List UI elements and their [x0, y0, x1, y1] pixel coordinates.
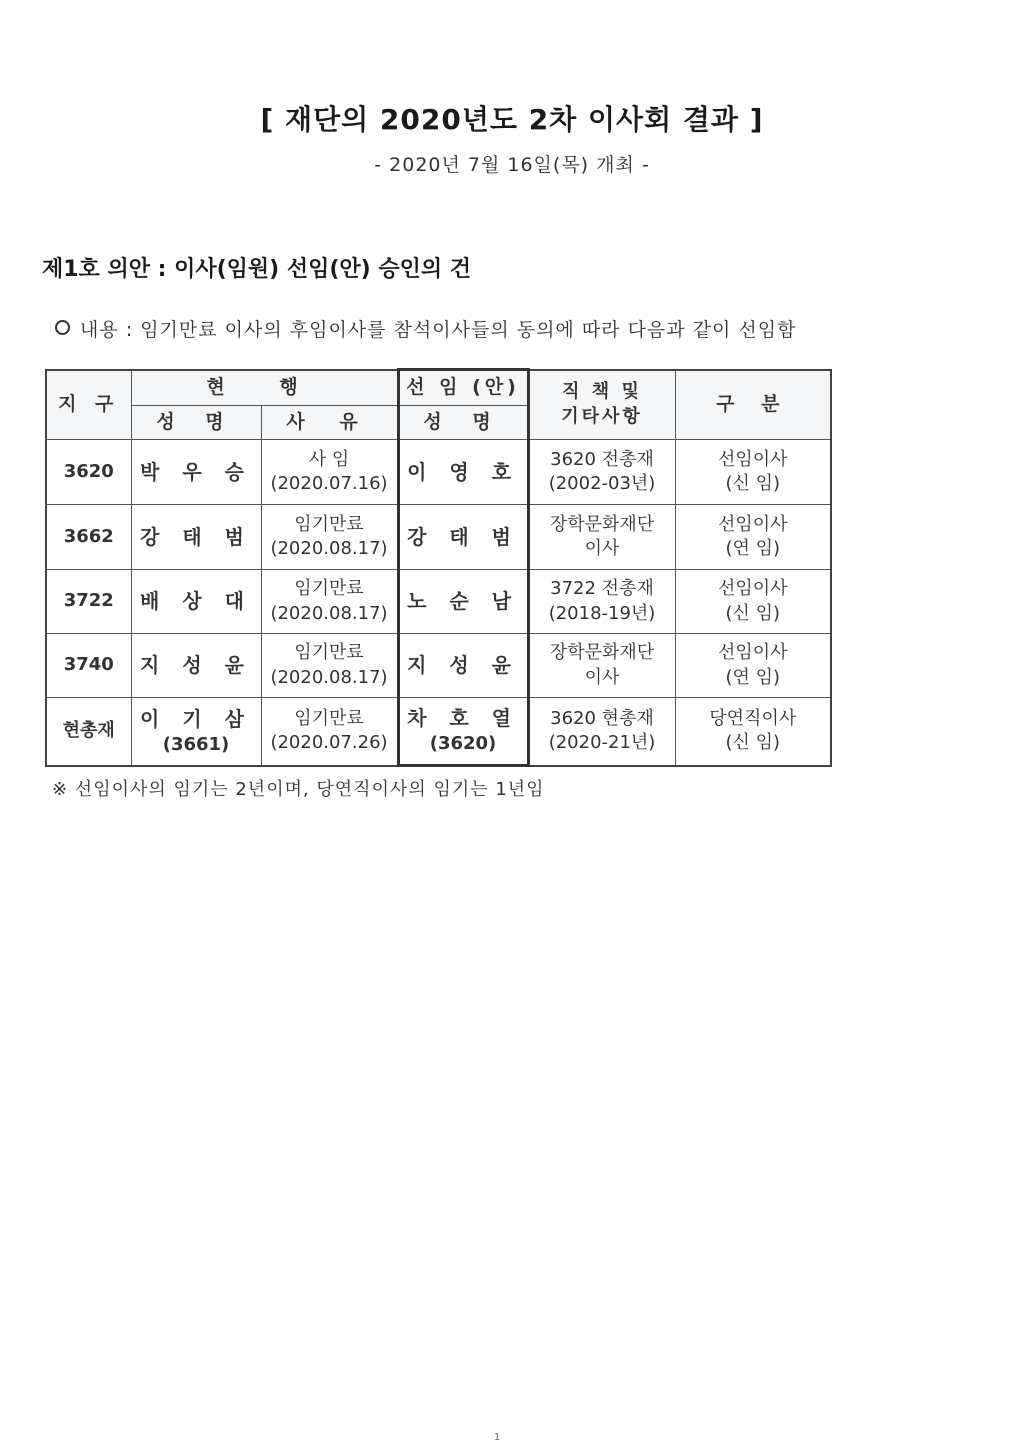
- position-cell: [528, 505, 675, 570]
- appointed-name-text: 차 호 열: [407, 706, 519, 731]
- current-name-cell: 지 성 윤: [131, 634, 261, 698]
- category-text: 선임이사: [717, 578, 788, 600]
- current-name-cell: 강 태 범: [131, 505, 261, 570]
- reason-text: 임기만료: [294, 513, 364, 535]
- position-cell: [528, 440, 675, 505]
- meeting-date: - 2020년 7월 16일(목) 개최 -: [374, 154, 650, 176]
- reason-text: 임기만료: [294, 642, 364, 664]
- appointed-name-cell: 노 순 남: [398, 570, 528, 634]
- district-cell: 3620: [46, 440, 131, 505]
- category-cell: [675, 634, 831, 698]
- content-text: 내용 : 임기만료 이사의 후임이사를 참석이사들의 동의에 따라 다음과 같이 선임함: [80, 319, 797, 341]
- category-cell: [675, 570, 831, 634]
- position-text: 장학문화재단: [549, 513, 655, 535]
- position-detail: (2020-21년): [548, 732, 656, 754]
- agenda-heading: 제1호 의안 : 이사(임원) 선임(안) 승인의 건: [42, 257, 472, 282]
- header-position: 직 책 및 기타사항: [528, 370, 675, 440]
- reason-date: (2020.08.17): [270, 602, 388, 624]
- category-detail: (신 임): [725, 602, 781, 624]
- footnote: ※ 선임이사의 임기는 2년이며, 당연직이사의 임기는 1년임: [52, 779, 545, 800]
- current-name-district: (3661): [162, 733, 230, 755]
- header-category: 구 분: [675, 370, 831, 440]
- position-text: 3620 현총재: [550, 707, 654, 729]
- content-line: [55, 315, 796, 342]
- reason-cell: [261, 634, 398, 698]
- category-text: 당연직이사: [709, 707, 797, 729]
- appointed-name-cell: 이 영 호: [398, 440, 528, 505]
- appointed-name-district: (3620): [429, 733, 497, 755]
- position-detail: 이사: [584, 538, 620, 559]
- position-cell: [528, 570, 675, 634]
- district-cell: 3722: [46, 570, 131, 634]
- document-title: [ 재단의 2020년도 2차 이사회 결과 ]: [260, 103, 764, 136]
- header-appointed: 선 임 (안): [398, 370, 528, 406]
- reason-date: (2020.07.26): [270, 732, 388, 754]
- header-current-reason: 사 유: [261, 406, 398, 440]
- category-text: 선임이사: [717, 448, 788, 470]
- position-detail: (2018-19년): [548, 602, 656, 624]
- district-cell: 3740: [46, 634, 131, 698]
- position-cell: [528, 698, 675, 766]
- reason-cell: [261, 570, 398, 634]
- table-row: [46, 440, 831, 505]
- reason-cell: [261, 440, 398, 505]
- position-text: 3620 전총재: [550, 448, 654, 470]
- category-text: 선임이사: [717, 513, 788, 535]
- district-cell: 3662: [46, 505, 131, 570]
- reason-date: (2020.07.16): [270, 473, 388, 494]
- category-detail: (신 임): [725, 732, 781, 754]
- appointed-name-cell: 강 태 범: [398, 505, 528, 570]
- category-cell: [675, 440, 831, 505]
- reason-date: (2020.08.17): [270, 666, 388, 688]
- header-current: 현 행: [131, 370, 398, 406]
- current-name-cell: 배 상 대: [131, 570, 261, 634]
- circle-bullet-icon: [55, 320, 70, 335]
- reason-text: 사 임: [308, 448, 350, 470]
- header-appointed-name: 성 명: [398, 406, 528, 440]
- header-district: 지 구: [46, 370, 131, 440]
- table-row: [46, 634, 831, 698]
- reason-text: 임기만료: [294, 707, 364, 729]
- current-name-cell: 박 우 승: [131, 440, 261, 505]
- appointed-name-cell: 지 성 윤: [398, 634, 528, 698]
- category-detail: (신 임): [725, 473, 781, 494]
- reason-date: (2020.08.17): [270, 538, 388, 559]
- current-name-text: 이 기 삼: [140, 706, 252, 731]
- header-current-name: 성 명: [131, 406, 261, 440]
- position-detail: (2002-03년): [548, 473, 656, 494]
- appointment-table: [45, 368, 832, 767]
- position-cell: [528, 634, 675, 698]
- category-detail: (연 임): [725, 538, 781, 559]
- appointed-name-cell: [398, 698, 528, 766]
- page-number: 1: [494, 1432, 501, 1443]
- table-row: [46, 698, 831, 766]
- reason-cell: [261, 505, 398, 570]
- current-name-cell: [131, 698, 261, 766]
- category-cell: [675, 505, 831, 570]
- category-detail: (연 임): [725, 666, 781, 688]
- category-cell: [675, 698, 831, 766]
- table-row: [46, 570, 831, 634]
- table-row: [46, 505, 831, 570]
- position-text: 3722 전총재: [550, 578, 654, 600]
- reason-cell: [261, 698, 398, 766]
- reason-text: 임기만료: [294, 578, 364, 600]
- category-text: 선임이사: [717, 642, 788, 664]
- district-cell: 현총재: [46, 698, 131, 766]
- position-text: 장학문화재단: [549, 642, 655, 664]
- position-detail: 이사: [584, 666, 620, 688]
- appointment-table-wrapper: [45, 368, 830, 767]
